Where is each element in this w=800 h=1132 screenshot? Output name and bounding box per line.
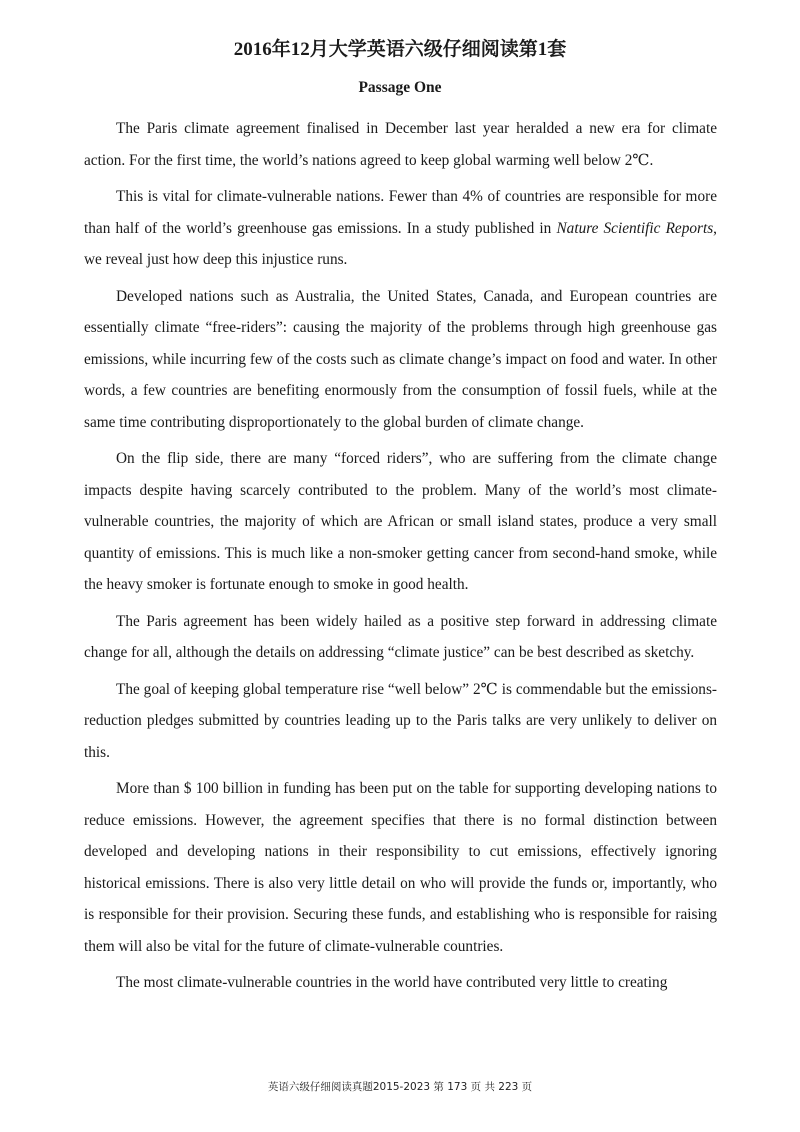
paragraph-5: The Paris agreement has been widely hailed as a positive step forward in addressing climate change for all, although the details on addressing “climate justice” can be best described as sketchy. bbox=[84, 612, 717, 661]
paragraph-3: Developed nations such as Australia, the United States, Canada, and European countries are essentially climate “free-riders”: causing the majority of the problems through high greenhouse gas emissions, while incurring few of the costs such as climate change’s impact on food and water. In other words, a few countries are benefiting enormously from the consumption of fossil fuels, while at the same time contributing disproportionately to the global burden of climate change. bbox=[84, 287, 717, 431]
paragraph-2 bbox=[84, 181, 717, 276]
paragraph-4: On the flip side, there are many “forced riders”, who are suffering from the climate change impacts despite having scarcely contributed to the problem. Many of the world’s most climate-vulnerable countries, the majority of which are African or small island states, produce a very small quantity of emissions. This is much like a non-smoker getting cancer from second-hand smoke, while the heavy smoker is fortunate enough to smoke in good health. bbox=[84, 450, 717, 593]
paragraph-8: The most climate-vulnerable countries in the world have contributed very little to creating bbox=[116, 974, 668, 991]
paragraph-1: The Paris climate agreement finalised in December last year heralded a new era for climate action. For the first time, the world’s nations agreed to keep global warming well below 2℃. bbox=[84, 120, 717, 169]
paragraph-7: More than $ 100 billion in funding has been put on the table for supporting developing nations to reduce emissions. However, the agreement specifies that there is no formal distinction between developed and developing nations in their responsibility to cut emissions, effectively ignoring historical emissions. There is also very little detail on who will provide the funds or, importantly, who is responsible for their provision. Securing these funds, and establishing who is responsible for raising them will also be vital for the future of climate-vulnerable countries. bbox=[84, 780, 717, 955]
document-title: 2016年12月大学英语六级仔细阅读第1套 bbox=[233, 39, 567, 60]
page-footer: 英语六级仔细阅读真题2015-2023 第 173 页 共 223 页 bbox=[267, 1081, 533, 1093]
paragraph-2-text-after: , we reveal just how deep this injustice runs. bbox=[84, 219, 717, 268]
passage-body bbox=[84, 113, 717, 1004]
passage-heading: Passage One bbox=[358, 79, 442, 96]
paragraph-2-text-before: This is vital for climate-vulnerable nations. Fewer than 4% of countries are responsible for more than half of the world’s greenhouse gas emissions. In a study published in bbox=[84, 188, 717, 237]
paragraph-6: The goal of keeping global temperature rise “well below” 2℃ is commendable but the emissions-reduction pledges submitted by countries leading up to the Paris talks are very unlikely to deliver on this. bbox=[84, 680, 717, 761]
journal-title: Nature Scientific Reports bbox=[556, 219, 714, 237]
